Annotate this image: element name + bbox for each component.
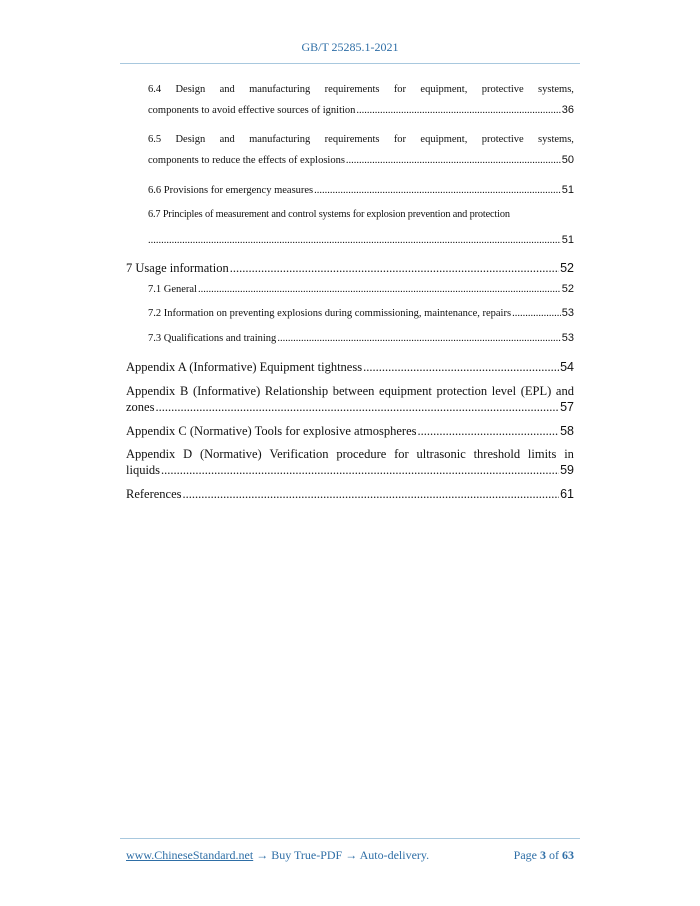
toc-word: level — [491, 384, 517, 398]
toc-entry-appendix-d[interactable] — [126, 447, 574, 479]
toc-page-number: 52 — [561, 283, 574, 295]
toc-entry-text: components to reduce the effects of explosions — [148, 155, 345, 166]
toc-word: D — [183, 447, 193, 461]
toc-page-number: 51 — [561, 184, 574, 196]
toc-word: Appendix — [126, 447, 176, 461]
leader-dots — [363, 360, 559, 375]
leader-dots — [277, 333, 560, 344]
leader-dots — [198, 284, 561, 295]
toc-word: procedure — [336, 447, 387, 461]
page-header-title: GB/T 25285.1-2021 — [301, 40, 399, 54]
toc-word: Design — [175, 134, 206, 145]
toc-entry-6-5-line1 — [148, 134, 574, 145]
total-pages-number: 63 — [562, 848, 574, 862]
toc-entry-text: 6.6 Provisions for emergency measures — [148, 185, 314, 196]
footer-divider — [120, 838, 580, 839]
toc-word: (EPL) — [520, 384, 552, 398]
toc-word: 6.4 — [148, 84, 162, 95]
toc-entry-text: liquids — [126, 463, 161, 477]
toc-word: requirements — [324, 84, 380, 95]
toc-entry-appendix-d-line1 — [126, 447, 574, 462]
toc-page-number: 53 — [561, 307, 574, 319]
toc-entry-6-4[interactable] — [148, 84, 574, 120]
toc-entry-text: 7.1 General — [148, 284, 197, 295]
toc-entry-7-2[interactable] — [148, 307, 574, 323]
toc-word: protection — [436, 384, 488, 398]
toc-entry-7-3[interactable] — [148, 332, 574, 348]
toc-entry-7-1[interactable] — [148, 283, 574, 299]
footer-links — [126, 848, 429, 863]
toc-word: and — [219, 84, 235, 95]
buy-true-pdf-link[interactable]: Buy True-PDF — [271, 848, 343, 862]
leader-dots — [418, 424, 560, 439]
page-indicator — [514, 848, 574, 863]
toc-entry-6-6[interactable] — [148, 184, 574, 200]
current-page-number: 3 — [540, 848, 546, 862]
leader-dots — [155, 400, 559, 415]
leader-dots — [512, 308, 561, 319]
of-label: of — [549, 848, 559, 862]
toc-page-number: 58 — [560, 424, 574, 438]
toc-word: Appendix — [126, 384, 176, 398]
header-divider — [120, 63, 580, 64]
toc-word: protective — [481, 84, 524, 95]
auto-delivery-text: Auto-delivery. — [359, 848, 430, 862]
toc-entry-text: components to avoid effective sources of ignition — [148, 105, 356, 116]
toc-word: in — [564, 447, 574, 461]
leader-dots — [148, 235, 561, 246]
toc-entry-appendix-b[interactable] — [126, 384, 574, 416]
arrow-right-icon: → — [345, 848, 358, 862]
toc-word: (Informative) — [192, 384, 261, 398]
toc-entry-text: zones — [126, 400, 155, 414]
toc-word: manufacturing — [249, 84, 311, 95]
toc-entry-text: Appendix C (Normative) Tools for explosive atmospheres — [126, 424, 417, 438]
toc-page-number: 36 — [561, 104, 574, 116]
toc-word: systems, — [538, 84, 574, 95]
toc-entry-appendix-a[interactable] — [126, 360, 574, 376]
toc-word: limits — [527, 447, 557, 461]
toc-entry-text: 6.7 Principles of measurement and control systems for explosion prevention and protection — [148, 209, 510, 220]
toc-entry-text: Appendix A (Informative) Equipment tightness — [126, 360, 363, 374]
toc-page-number: 57 — [560, 400, 574, 414]
toc-entry-7[interactable] — [126, 261, 574, 277]
toc-word: Verification — [269, 447, 329, 461]
toc-page-number: 52 — [560, 261, 574, 275]
toc-entry-appendix-c[interactable] — [126, 424, 574, 440]
toc-entry-6-4-line2 — [148, 104, 574, 120]
toc-entry-6-4-line1 — [148, 84, 574, 95]
toc-word: and — [555, 384, 574, 398]
toc-page-number: 51 — [561, 234, 574, 246]
toc-word: equipment, — [420, 134, 468, 145]
toc-page-number: 54 — [560, 360, 574, 374]
toc-word: equipment, — [420, 84, 468, 95]
leader-dots — [314, 185, 561, 196]
toc-page-number: 50 — [561, 154, 574, 166]
toc-entry-text: 7 Usage information — [126, 261, 229, 275]
toc-page-number: 59 — [560, 463, 574, 477]
page-footer — [126, 848, 574, 863]
toc-word: for — [393, 134, 407, 145]
toc-word: B — [179, 384, 189, 398]
toc-word: systems, — [538, 134, 574, 145]
arrow-right-icon: → — [256, 848, 269, 862]
toc-word: Design — [175, 84, 206, 95]
toc-word: threshold — [473, 447, 521, 461]
toc-word: requirements — [324, 134, 380, 145]
toc-word: for — [393, 84, 407, 95]
toc-word: ultrasonic — [416, 447, 466, 461]
chinesestandard-link[interactable]: www.ChineseStandard.net — [126, 848, 254, 862]
toc-word: 6.5 — [148, 134, 162, 145]
toc-word: protective — [481, 134, 524, 145]
toc-entry-6-5[interactable] — [148, 134, 574, 170]
leader-dots — [356, 105, 560, 116]
toc-word: (Normative) — [199, 447, 262, 461]
toc-word: Relationship — [264, 384, 329, 398]
toc-page-number: 53 — [561, 332, 574, 344]
toc-word: manufacturing — [249, 134, 311, 145]
toc-word: between — [332, 384, 375, 398]
toc-entry-6-7[interactable] — [148, 209, 574, 250]
page-label: Page — [513, 848, 537, 862]
toc-entry-text: 7.2 Information on preventing explosions during commissioning, maintenance, repairs — [148, 308, 512, 319]
toc-entry-appendix-b-line1 — [126, 384, 574, 399]
leader-dots — [183, 487, 560, 502]
toc-page-number: 61 — [560, 487, 574, 501]
toc-word: and — [219, 134, 235, 145]
toc-entry-6-5-line2 — [148, 154, 574, 170]
leader-dots — [230, 261, 559, 276]
toc-word: equipment — [379, 384, 432, 398]
toc-word: for — [394, 447, 409, 461]
leader-dots — [161, 463, 559, 478]
toc-entry-references[interactable] — [126, 487, 574, 503]
leader-dots — [346, 155, 561, 166]
toc-entry-text: 7.3 Qualifications and training — [148, 333, 277, 344]
toc-entry-text: References — [126, 487, 182, 501]
